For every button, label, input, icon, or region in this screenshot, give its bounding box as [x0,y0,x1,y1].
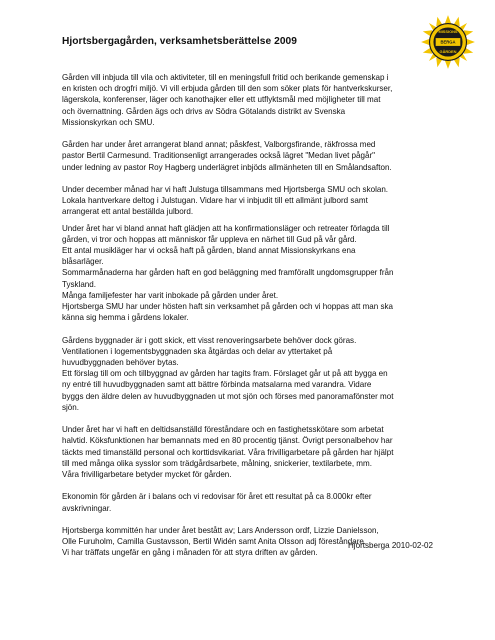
paragraph-camps: Under året har vi bland annat haft glädjen att ha konfirmationsläger och retreater förlagda till gården, vi tror och hoppas att människor får uppleva en närhet till Gud på vår gård. Ett antal musikläger har vi också haft på gården, bland annat Missionskyrkans ena blåsarläger. Sommarmånaderna har gården haft en god beläggning med framförallt ungdomsgrupper från Tyskland. Många familjefester har varit inbokade på gården under året. Hjortsberga SMU har under hösten haft sin verksamhet på gården och vi hoppas att man ska känna sig hemma i gårdens lokaler. [62,223,394,323]
svg-text:BERGA: BERGA [440,39,456,45]
document-body [62,72,434,570]
paragraph-purpose: Gården vill inbjuda till vila och aktiviteter, till en meningsfull fritid och berikande gemenskap i en kristen och drogfri miljö. Vi vill erbjuda gården till den som söker plats för hantverkskurser, lägerskola, konferenser, läger och kanothajker eller ett utflyktsmål med möjligheter till mat och övernattning. Gården ägs och drivs av Södra Götalands distrikt av Svenska Missionskyrkan och SMU. [62,73,393,127]
paragraph-staff: Under året har vi haft en deltidsanställd föreståndare och en fastighetsskötare som arbetat halvtid. Köksfunktionen har bemannats med en 80 procentig tjänst. Övrigt personalbehov har täckts med timanställd personal och korttidsvikariat. Våra frivilligarbetare på gården har hjälpt till med många olika sysslor som trädgårdsarbete, målning, snickerier, textilarbete, mm. Våra frivilligarbetare betyder mycket för gården. [62,425,394,480]
paragraph-buildings: Gårdens byggnader är i gott skick, ett visst renoveringsarbete behöver dock göras. Ventilationen i logementsbyggnaden ska åtgärdas och delar av yttertaket på huvudbyggnaden behöver bytas. Ett förslag till om och tillbyggnad av gården har tagits fram. Förslaget går ut på att bygga en ny entré till huvudbyggnaden samt att bättre förbinda matsalarna med varandra. Vidare byggs den äldre delen av huvudbyggnaden ut mot sjön och förses med panoramafönster mot sjön. [62,335,394,412]
document-title: Hjortsbergagården, verksamhetsberättelse 2009 [62,36,297,47]
sun-badge-icon [420,14,476,70]
paragraph-committee: Hjortsberga kommittén har under året bestått av; Lars Andersson ordf, Lizzie Danielsson, Olle Furuholm, Camilla Gustavsson, Bertil Widén samt Anita Olsson adj föreståndare. Vi har träffats ungefär en gång i månaden för att styra driften av gården. [62,526,379,558]
paragraph-events: Gården har under året arrangerat bland annat; påskfest, Valborgsfirande, räkfrossa med pastor Bertil Carmesund. Traditionsenligt arrangerades också lägret "Medan livet pågår" under ledning av pastor Roy Hagberg underlägret inbjöds allmänheten till en Smålandsafton. [62,140,392,172]
svg-text:MISSIONS: MISSIONS [438,29,458,35]
signoff-date: Hjortsberga 2010-02-02 [348,541,433,550]
svg-text:GÅRDEN: GÅRDEN [439,49,457,55]
hjortsberga-logo [420,14,476,70]
paragraph-december: Under december månad har vi haft Julstuga tillsammans med Hjortsberga SMU och skolan. Lokala hantverkare deltog i Julstugan. Vidare har vi inbjudit till ett allmänt julbord samt arrangerat ett antal beställda julbord. [62,185,389,217]
paragraph-economy: Ekonomin för gården är i balans och vi redovisar för året ett resultat på ca 8.000kr efter avskrivningar. [62,492,372,513]
